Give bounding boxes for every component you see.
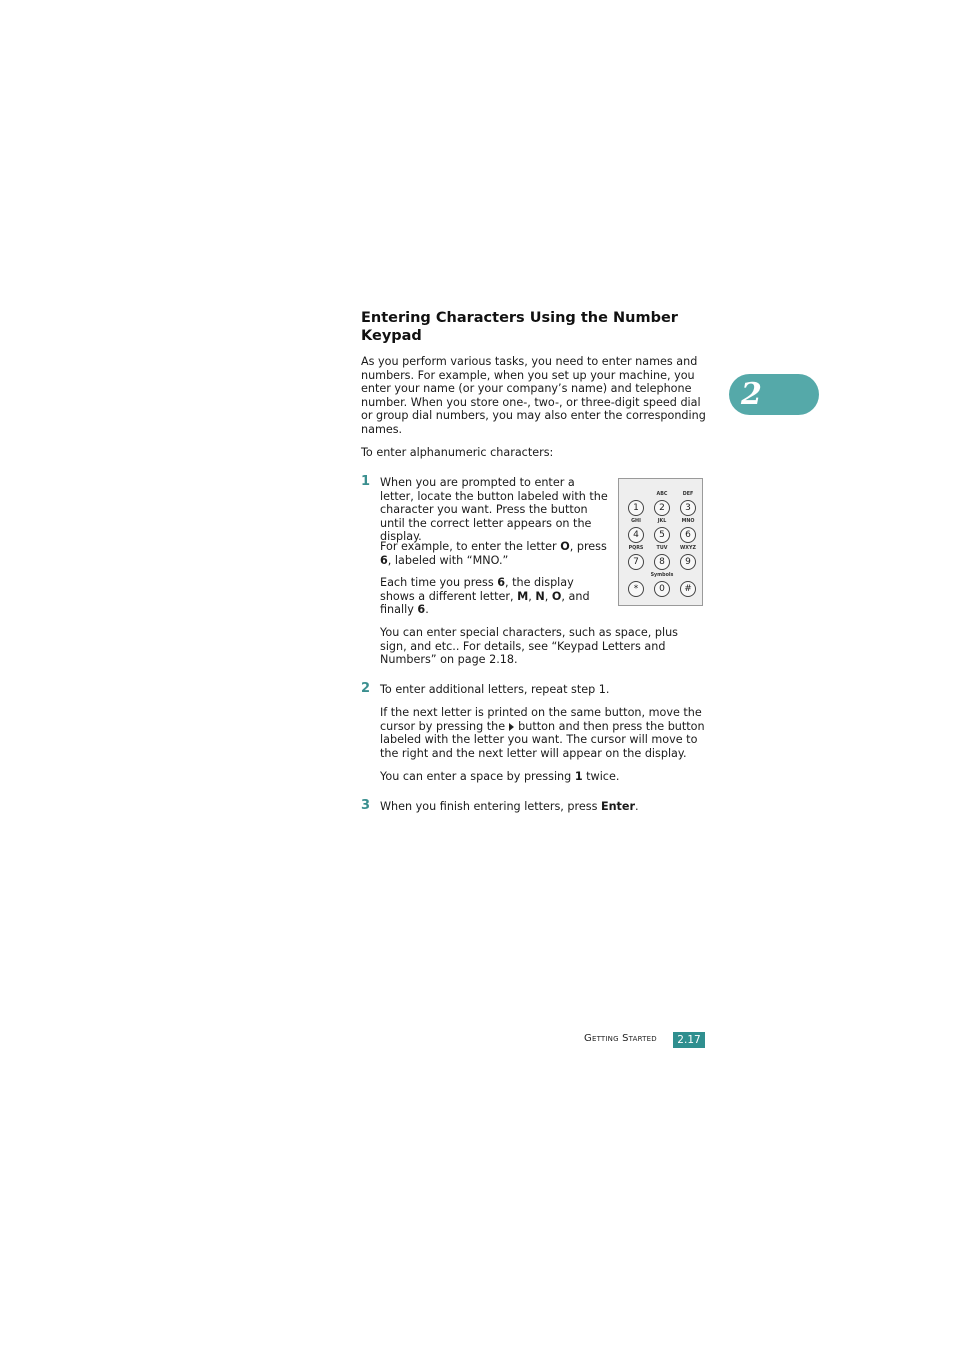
keypad-key-2: 2 bbox=[654, 500, 670, 516]
keypad-key-label: Symbols bbox=[650, 573, 674, 578]
keypad-key-1: 1 bbox=[628, 500, 644, 516]
keypad-key-8: 8 bbox=[654, 554, 670, 570]
step-1-text: When you are prompted to enter a letter, locate the button labeled with the character you want. Press the button until the correct letter appears on the display. bbox=[380, 476, 608, 544]
footer-section-title: Getting Started bbox=[584, 1033, 657, 1044]
keypad-key-label: PQRS bbox=[628, 546, 644, 551]
step-2-number: 2 bbox=[361, 681, 371, 696]
keypad-key-label: TUV bbox=[656, 546, 668, 551]
keypad-key-star: * bbox=[628, 581, 644, 597]
keypad-key-5: 5 bbox=[654, 527, 670, 543]
step-1-special: You can enter special characters, such as space, plus sign, and etc.. For details, see “Keypad Letters and Numbers” on page 2.18. bbox=[380, 626, 679, 667]
keypad-key-label: ABC bbox=[656, 492, 668, 497]
keypad-illustration bbox=[618, 478, 703, 606]
keypad-key-0: 0 bbox=[654, 581, 670, 597]
keypad-key-label: DEF bbox=[682, 492, 694, 497]
keypad-key-9: 9 bbox=[680, 554, 696, 570]
keypad-key-label: MNO bbox=[681, 519, 695, 524]
section-heading: Entering Characters Using the Number Keypad bbox=[361, 310, 678, 344]
keypad-key-label: WXYZ bbox=[680, 546, 696, 551]
keypad-key-hash: # bbox=[680, 581, 696, 597]
keypad-key-label: GHI bbox=[631, 519, 641, 524]
keypad-key-6: 6 bbox=[680, 527, 696, 543]
chapter-tab bbox=[729, 374, 819, 415]
keypad-key-7: 7 bbox=[628, 554, 644, 570]
footer-page-number: 2.17 bbox=[673, 1032, 705, 1048]
keypad-key-label: JKL bbox=[657, 519, 667, 524]
step-1-each-time: Each time you press 6, the display shows a different letter, M, N, O, and finally 6. bbox=[380, 576, 590, 617]
step-2-text: To enter additional letters, repeat step 1. bbox=[380, 683, 610, 696]
to-enter-text: To enter alphanumeric characters: bbox=[361, 446, 554, 459]
keypad-key-3: 3 bbox=[680, 500, 696, 516]
step-2-space-text: You can enter a space by pressing 1 twice. bbox=[380, 770, 620, 783]
keypad-key-4: 4 bbox=[628, 527, 644, 543]
step-3-text: When you finish entering letters, press Enter. bbox=[380, 800, 639, 813]
intro-paragraph: As you perform various tasks, you need to enter names and numbers. For example, when you set up your machine, you enter your name (or your company’s name) and telephone number. When you store one-, two-, or three-digit speed dial or group dial numbers, you may also enter the corresponding names. bbox=[361, 355, 706, 436]
step-1-number: 1 bbox=[361, 474, 371, 489]
step-1-example: For example, to enter the letter O, press 6, labeled with “MNO.” bbox=[380, 540, 607, 567]
chapter-number: 2 bbox=[741, 377, 762, 412]
right-arrow-icon bbox=[509, 723, 514, 731]
step-2-cursor-text: If the next letter is printed on the same button, move the cursor by pressing the button and then press the button labeled with the letter you want. The cursor will move to the right and the next letter will appear on the display. bbox=[380, 706, 705, 760]
step-3-number: 3 bbox=[361, 798, 371, 813]
